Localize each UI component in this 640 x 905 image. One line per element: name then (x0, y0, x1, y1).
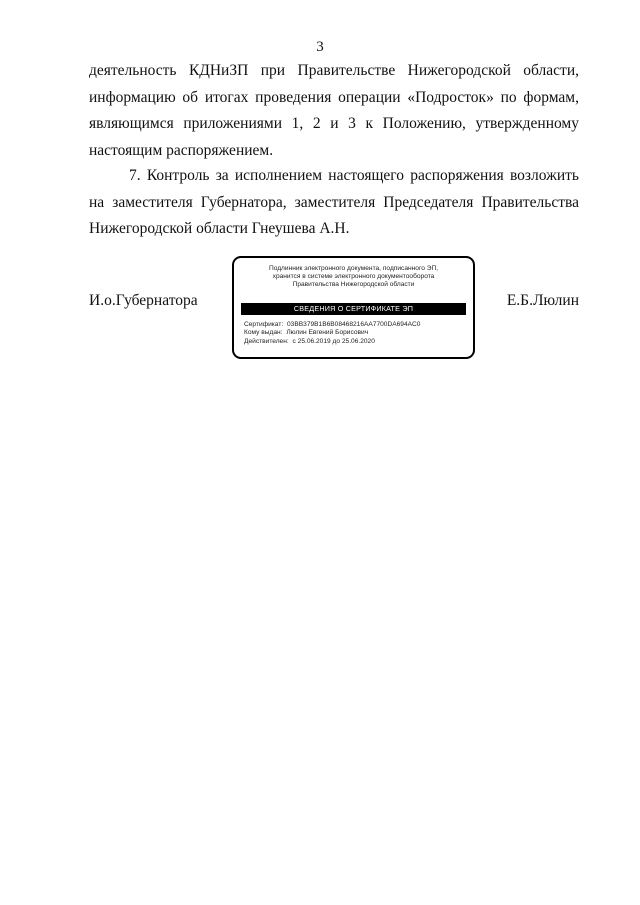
validity-value: с 25.06.2019 до 25.06.2020 (292, 337, 375, 345)
stamp-header (234, 265, 473, 289)
text-line: информацию об итогах проведения операции «Подросток» по формам, (89, 88, 579, 106)
certificate-label: Сертификат: (244, 321, 284, 328)
issued-to-value: Люлин Евгений Борисович (286, 329, 369, 337)
certificate-value: 03BB379B1B6B08468216AA7700DA694AC0 (287, 321, 421, 328)
validity-label: Действителен: (244, 337, 289, 345)
stamp-title-bar: СВЕДЕНИЯ О СЕРТИФИКАТЕ ЭП (241, 303, 466, 315)
validity-row (244, 338, 422, 346)
text-line: на заместителя Губернатора, заместителя Председателя Правительства (89, 193, 579, 211)
signer-title: И.о.Губернатора (89, 292, 198, 309)
text-line: Нижегородской области Гнеушева А.Н. (89, 220, 350, 237)
e-signature-stamp (232, 256, 475, 359)
text-line: деятельность КДНиЗП при Правительстве Нижегородской области, (89, 62, 579, 79)
paragraph-7 (89, 163, 579, 243)
stamp-header-line: Правительства Нижегородской области (292, 281, 415, 288)
stamp-header-line: хранится в системе электронного документооборота (272, 273, 435, 280)
page-number: 3 (316, 39, 324, 55)
text-line: 7. Контроль за исполнением настоящего распоряжения возложить (129, 167, 579, 184)
text-line: настоящим распоряжением. (89, 141, 274, 159)
stamp-details (244, 321, 422, 346)
text-line: являющимся приложениями 1, 2 и 3 к Положению, утвержденному (89, 115, 579, 132)
issued-to-label: Кому выдан: (244, 329, 283, 337)
issued-to-row (244, 329, 422, 337)
signer-name: Е.Б.Люлин (506, 292, 579, 309)
stamp-header-line: Подлинник электронного документа, подписанного ЭП, (268, 265, 439, 272)
